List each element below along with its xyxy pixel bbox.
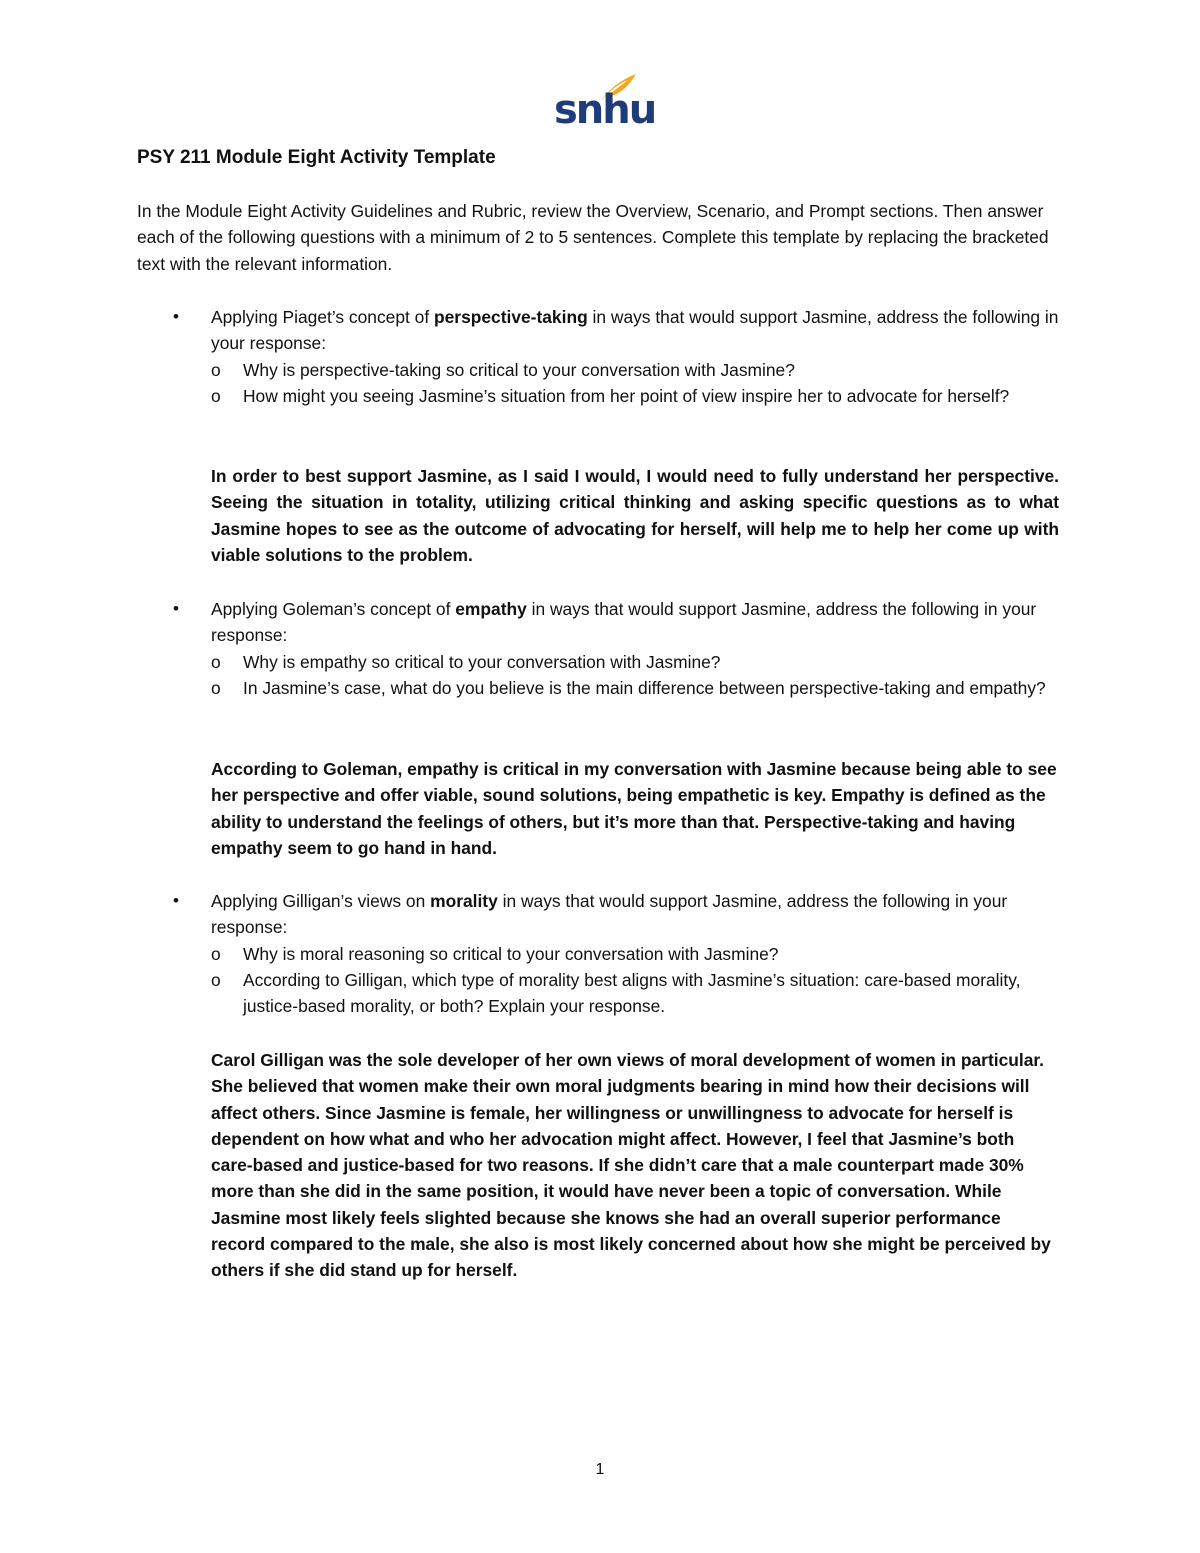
question-text: According to Gilligan, which type of morality best aligns with Jasmine’s situation: care-based morality, justice-based morality, or both? Explain your response. [243, 969, 1021, 1017]
question-text: Why is perspective-taking so critical to your conversation with Jasmine? [243, 359, 795, 380]
question-list [173, 941, 1073, 1020]
prompt-text-end: in ways that would support Jasmine, address the following in your response: [211, 599, 1037, 646]
prompt-bullet [173, 596, 1073, 649]
prompt-text-end: in ways that would support Jasmine, address the following in your response: [211, 891, 1008, 938]
bullet-marker: • [173, 307, 179, 326]
sub-bullet-marker: o [211, 969, 221, 990]
question-list [173, 649, 1073, 702]
snhu-logo [554, 72, 656, 134]
prompt-term: empathy [455, 599, 527, 619]
question-text: In Jasmine’s case, what do you believe is the main difference between perspective-taking and empathy? [243, 677, 1046, 698]
bullet-marker: • [173, 891, 179, 910]
logo-text: snhu [554, 87, 656, 133]
question-item [211, 967, 1073, 1020]
question-text: Why is moral reasoning so critical to your conversation with Jasmine? [243, 943, 779, 964]
question-text: How might you seeing Jasmine’s situation from her point of view inspire her to advocate for herself? [243, 385, 1010, 406]
prompt-text-end: in ways that would support Jasmine, address the following in your response: [211, 307, 1059, 354]
prompt-text: Applying Piaget’s concept of [211, 307, 435, 327]
prompt-text: Applying Goleman’s concept of [211, 599, 456, 619]
sub-bullet-marker: o [211, 651, 221, 672]
sub-bullet-marker: o [211, 359, 221, 380]
sub-bullet-marker: o [211, 677, 221, 698]
prompt-term: morality [430, 891, 498, 911]
prompt-term: perspective-taking [434, 307, 588, 327]
section-gilligan [173, 888, 1073, 1019]
answer-goleman: According to Goleman, empathy is critical in my conversation with Jasmine because being able to see her perspective and offer viable, sound solutions, being empathetic is key. Empathy is defined as the ability to understand the feelings of others, but it’s more than that. Perspective-taking and having empathy seem to go hand in hand. [211, 759, 1057, 858]
prompt-bullet [173, 304, 1073, 357]
question-item [211, 675, 1073, 701]
sub-bullet-marker: o [211, 943, 221, 964]
answer-piaget: In order to best support Jasmine, as I said I would, I would need to fully understand her perspective. Seeing the situation in totality, utilizing critical thinking and asking specific questions as to what Jasmine hopes to see as the outcome of advocating for herself, will help me to help her come up with viable solutions to the problem. [211, 466, 1059, 565]
bullet-marker: • [173, 599, 179, 618]
intro-paragraph: In the Module Eight Activity Guidelines and Rubric, review the Overview, Scenario, and Prompt sections. Then answer each of the following questions with a minimum of 2 to 5 sentences. Complete this template by replacing the bracketed text with the relevant information. [137, 201, 1049, 274]
section-piaget [173, 304, 1073, 409]
sub-bullet-marker: o [211, 385, 221, 406]
prompt-text: Applying Gilligan’s views on [211, 891, 431, 911]
document-title: PSY 211 Module Eight Activity Template [137, 147, 496, 168]
section-goleman [173, 596, 1073, 701]
question-item [211, 383, 1073, 409]
question-item [211, 357, 1073, 383]
question-list [173, 357, 1073, 410]
question-text: Why is empathy so critical to your conversation with Jasmine? [243, 651, 721, 672]
question-item [211, 649, 1073, 675]
answer-gilligan: Carol Gilligan was the sole developer of her own views of moral development of women in particular. She believed that women make their own moral judgments bearing in mind how their decisions will affect others. Since Jasmine is female, her willingness or unwillingness to advocate for herself is dependent on how what and who her advocation might affect. However, I feel that Jasmine’s both care-based and justice-based for two reasons. If she didn’t care that a male counterpart made 30% more than she did in the same position, it would have never been a topic of conversation. While Jasmine most likely feels slighted because she knows she had an overall superior performance record compared to the male, she also is most likely concerned about how she might be perceived by others if she did stand up for herself. [211, 1050, 1051, 1281]
prompt-bullet [173, 888, 1073, 941]
page-number: 1 [595, 1461, 605, 1478]
question-item [211, 941, 1073, 967]
